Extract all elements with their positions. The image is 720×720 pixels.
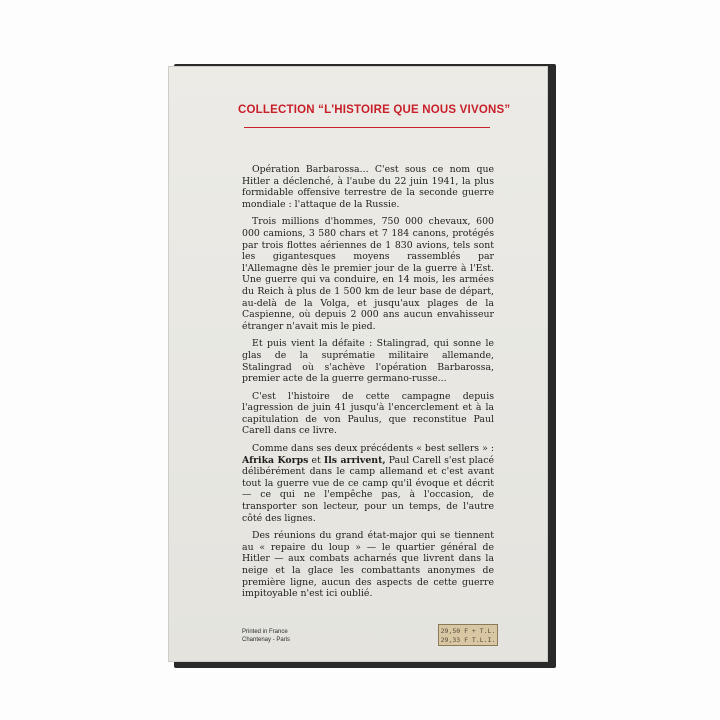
blurb-paragraph-1: Opération Barbarossa... C'est sous ce nom que Hitler a déclenché, à l'aube du 22 juin 1941, la plus formidable offensive terrestre de la seconde guerre mondiale : l'attaque de la Russie.	[242, 164, 494, 210]
imprint-line-1: Printed in France	[242, 629, 288, 635]
title-ils-arrivent: Ils arrivent,	[323, 454, 386, 466]
book-back-cover	[168, 66, 548, 662]
p5-after: Paul Carell s'est placé délibérément dans le camp allemand et c'est avant tout la guerre vue de ce camp qu'il évoque et décrit — ce qui ne l'empêche pas, à l'occasion, de transporter son lecteur, pour un temps, de l'autre côté des lignes.	[242, 454, 494, 524]
printer-imprint	[242, 628, 290, 644]
blurb-paragraph-6: Des réunions du grand état-major qui se tiennent au « repaire du loup » — le quartier général de Hitler — aux combats acharnés que livrent dans la neige et la glace les combattants anonymes de première ligne, aucun des aspects de cette guerre impitoyable n'est ici oublié.	[242, 530, 494, 600]
blurb-paragraph-4: C'est l'histoire de cette campagne depuis l'agression de juin 41 jusqu'à l'encerclement et à la capitulation de von Paulus, que reconstitue Paul Carell dans ce livre.	[242, 390, 494, 437]
price-line-1: 29,50 F + T.L.	[440, 627, 496, 635]
series-title: COLLECTION “L'HISTOIRE QUE NOUS VIVONS”	[238, 104, 511, 116]
series-title-rule	[244, 127, 490, 128]
title-afrika-korps: Afrika Korps	[242, 454, 309, 466]
price-sticker	[438, 624, 498, 646]
price-line-2: 29,33 F T.L.I.	[440, 636, 496, 644]
imprint-line-2: Chantenay - Paris	[242, 637, 291, 643]
p5-middle: et	[308, 454, 324, 466]
blurb-paragraph-3: Et puis vient la défaite : Stalingrad, qui sonne le glas de la suprématie militaire allemande, Stalingrad où s'achève l'opération Barbarossa, premier acte de la guerre germano-russe...	[242, 338, 494, 385]
blurb-paragraph-5	[242, 443, 494, 524]
blurb-text	[242, 164, 494, 606]
blurb-paragraph-2: Trois millions d'hommes, 750 000 chevaux, 600 000 camions, 3 580 chars et 7 184 canons, protégés par trois flottes aériennes de 1 830 avions, tels sont les gigantesques moyens rassemblés par l'Allemagne dès le premier jour de la guerre à l'Est. Une guerre qui va conduire, en 14 mois, les armées du Reich à plus de 1 500 km de leur base de départ, au-delà de la Volga, et jusqu'aux plages de la Caspienne, où depuis 2 000 ans aucun envahisseur étranger n'avait mis le pied.	[242, 216, 494, 332]
p5-before: Comme dans ses deux précédents « best sellers » :	[252, 443, 494, 455]
